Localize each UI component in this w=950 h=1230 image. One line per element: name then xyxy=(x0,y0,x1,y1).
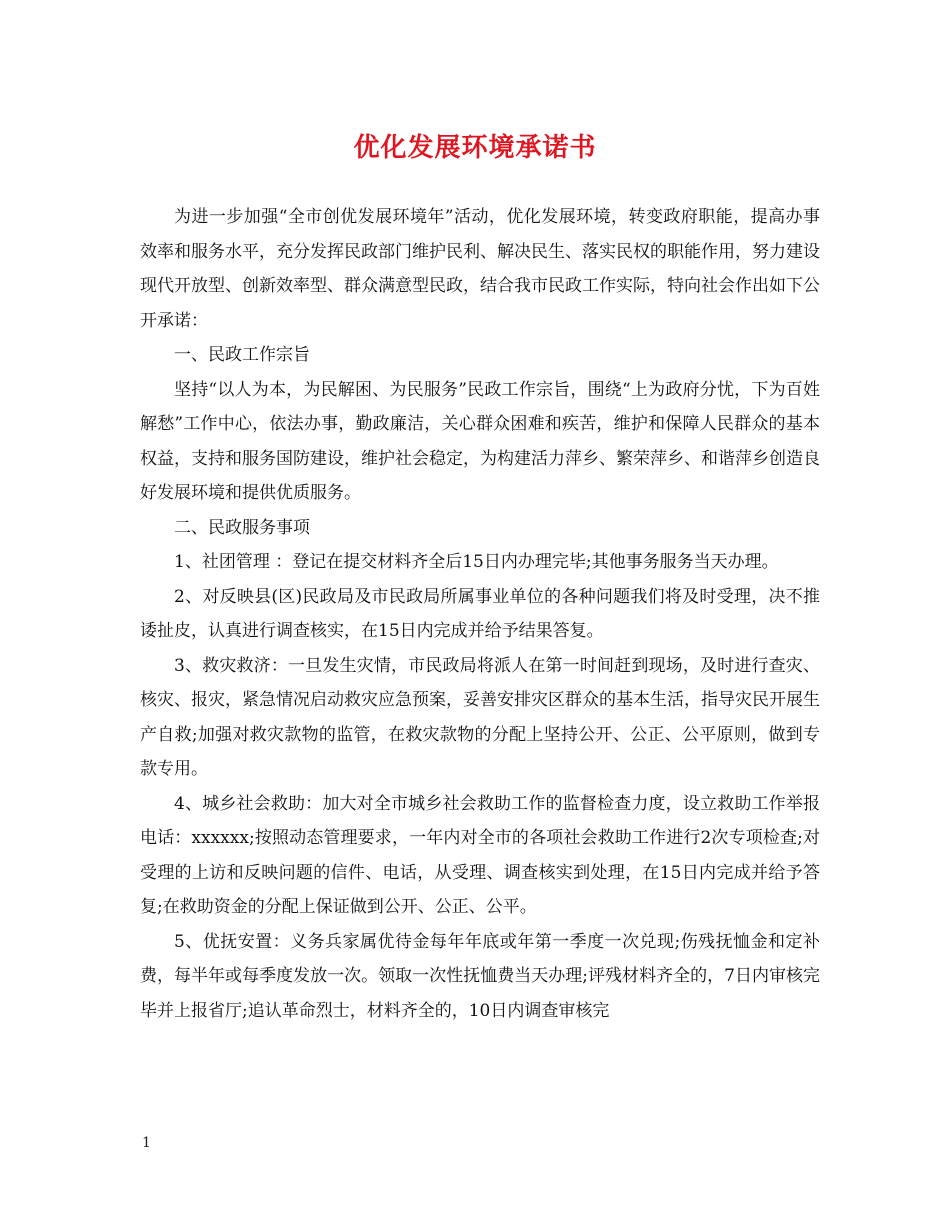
page-number: 1 xyxy=(142,1135,151,1151)
document-body xyxy=(140,200,820,1028)
paragraph-item-2: 2、对反映县(区)民政局及市民政局所属事业单位的各种问题我们将及时受理，决不推诿扯皮，认真进行调查核实，在15日内完成并给予结果答复。 xyxy=(140,586,820,641)
section-heading-purpose: 一、民政工作宗旨 xyxy=(174,345,310,365)
paragraph-purpose: 坚持“以人为本，为民解困、为民服务”民政工作宗旨，围绕“上为政府分忧，下为百姓解愁”工作中心，依法办事，勤政廉洁，关心群众困难和疾苦，维护和保障人民群众的基本权益，支持和服务国防建设，维护社会稳定，为构建活力萍乡、繁荣萍乡、和谐萍乡创造良好发展环境和提供优质服务。 xyxy=(140,379,820,503)
section-heading-services: 二、民政服务事项 xyxy=(174,517,310,538)
document-title: 优化发展环境承诺书 xyxy=(353,133,597,163)
paragraph-item-3: 3、救灾救济：一旦发生灾情，市民政局将派人在第一时间赶到现场，及时进行查灾、核灾、报灾，紧急情况启动救灾应急预案，妥善安排灾区群众的基本生活，指导灾民开展生产自救;加强对救灾款物的监管，在救灾款物的分配上坚持公开、公正、公平原则，做到专款专用。 xyxy=(140,655,820,779)
paragraph-intro: 为进一步加强“全市创优发展环境年”活动，优化发展环境，转变政府职能，提高办事效率和服务水平，充分发挥民政部门维护民利、解决民生、落实民权的职能作用，努力建设现代开放型、创新效率型、群众满意型民政，结合我市民政工作实际，特向社会作出如下公开承诺： xyxy=(140,207,820,331)
paragraph-item-4: 4、城乡社会救助：加大对全市城乡社会救助工作的监督检查力度，设立救助工作举报电话：xxxxxx;按照动态管理要求，一年内对全市的各项社会救助工作进行2次专项检查;对受理的上访和反映问题的信件、电话，从受理、调查核实到处理，在15日内完成并给予答复;在救助资金的分配上保证做到公开、公正、公平。 xyxy=(140,793,820,917)
paragraph-item-1: 1、社团管理 ：登记在提交材料齐全后15日内办理完毕;其他事务服务当天办理。 xyxy=(174,552,779,572)
paragraph-item-5: 5、优抚安置：义务兵家属优待金每年年底或年第一季度一次兑现;伤残抚恤金和定补费，每半年或每季度发放一次。领取一次性抚恤费当天办理;评残材料齐全的，7日内审核完毕并上报省厅;追认革命烈士，材料齐全的，10日内调查审核完 xyxy=(140,931,820,1021)
